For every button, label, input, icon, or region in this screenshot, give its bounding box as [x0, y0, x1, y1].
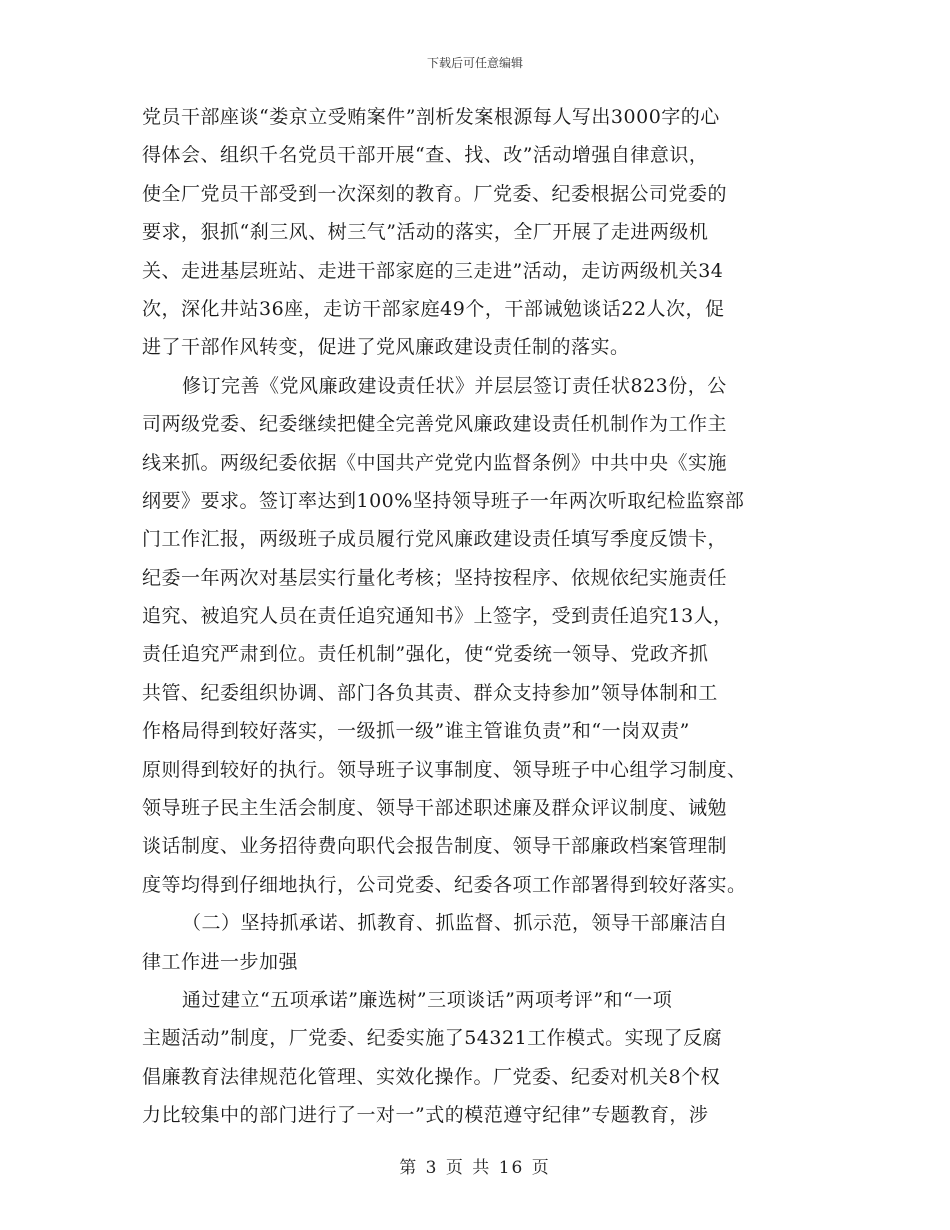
text-line: 纲要》要求。签订率达到100%坚持领导班子一年两次听取纪检监察部	[142, 489, 745, 512]
text-line: 谈话制度、业务招待费向职代会报告制度、领导干部廉政档案管理制	[142, 835, 728, 858]
text-line: 司两级党委、纪委继续把健全完善党风廉政建设责任机制作为工作主	[142, 413, 728, 436]
text-line: 领导班子民主生活会制度、领导干部述职述廉及群众评议制度、诫勉	[142, 797, 728, 820]
text-line: 门工作汇报，两级班子成员履行党风廉政建设责任填写季度反馈卡，	[142, 528, 728, 551]
text-line: 进了干部作风转变，促进了党风廉政建设责任制的落实。	[142, 336, 630, 359]
text-line: 责任追究严肃到位。责任机制”强化，使“党委统一领导、党政齐抓	[142, 643, 709, 666]
text-line: 纪委一年两次对基层实行量化考核；坚持按程序、依规依纪实施责任	[142, 566, 728, 589]
text-line: 线来抓。两级纪委依据《中国共产党党内监督条例》中共中央《实施	[142, 451, 728, 474]
text-line: 作格局得到较好落实，一级抓一级”谁主管谁负责”和“一岗双责”	[142, 720, 690, 743]
text-line: 得体会、组织千名党员干部开展“查、找、改”活动增强自律意识，	[142, 144, 709, 167]
page-header: 下载后可任意编辑	[426, 56, 523, 70]
document-body	[142, 98, 810, 1135]
section-heading-line: （二）坚持抓承诺、抓教育、抓监督、抓示范，领导干部廉洁自	[182, 912, 729, 935]
paragraph-start-line: 通过建立“五项承诺”廉选树”三项谈话”两项考评”和“一项	[182, 988, 673, 1011]
text-line: 原则得到较好的执行。领导班子议事制度、领导班子中心组学习制度、	[142, 758, 747, 781]
text-line: 力比较集中的部门进行了一对一”式的模范遵守纪律”专题教育，涉	[142, 1104, 709, 1127]
text-line: 次，深化井站36座，走访干部家庭49个，干部诫勉谈话22人次，促	[142, 297, 725, 320]
text-line: 倡廉教育法律规范化管理、实效化操作。厂党委、纪委对机关8个权	[142, 1065, 721, 1088]
text-line: 要求，狠抓“刹三风、树三气”活动的落实，全厂开展了走进两级机	[142, 221, 709, 244]
page-footer: 第 3 页 共 16 页	[399, 1158, 551, 1178]
text-line: 主题活动”制度，厂党委、纪委实施了54321工作模式。实现了反腐	[142, 1027, 723, 1050]
text-line: 党员干部座谈“娄京立受贿案件”剖析发案根源每人写出3000字的心	[142, 106, 720, 128]
text-line: 使全厂党员干部受到一次深刻的教育。厂党委、纪委根据公司党委的	[142, 182, 728, 205]
section-heading-line: 律工作进一步加强	[142, 950, 299, 973]
text-line: 度等均得到仔细地执行，公司党委、纪委各项工作部署得到较好落实。	[142, 873, 747, 896]
text-line: 追究、被追究人员在责任追究通知书》上签字，受到责任追究13人，	[142, 605, 733, 628]
text-line: 共管、纪委组织协调、部门各负其责、群众支持参加”领导体制和工	[142, 681, 718, 704]
text-line: 关、走进基层班站、走进干部家庭的三走进”活动，走访两级机关34	[142, 259, 724, 282]
paragraph-start-line: 修订完善《党风廉政建设责任状》并层层签订责任状823份，公	[182, 374, 727, 397]
